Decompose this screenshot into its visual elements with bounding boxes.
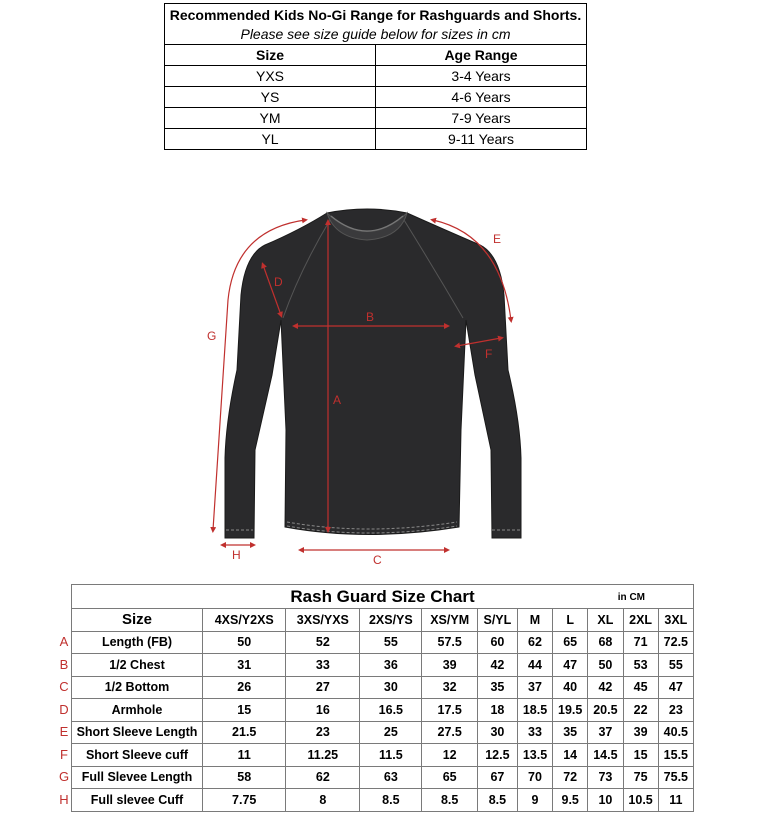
- chart-value-cell: 63: [360, 766, 422, 789]
- chart-value-cell: 25: [360, 721, 422, 744]
- chart-value-cell: 9: [517, 789, 552, 812]
- chart-value-cell: 40: [553, 676, 588, 699]
- chart-value-cell: 75.5: [658, 766, 693, 789]
- chart-title: Rash Guard Size Chart: [290, 586, 475, 606]
- chart-value-cell: 44: [517, 654, 552, 677]
- chart-value-cell: 55: [360, 631, 422, 654]
- chart-row: [72, 631, 694, 654]
- chart-value-cell: 62: [286, 766, 360, 789]
- chart-value-cell: 39: [422, 654, 477, 677]
- chart-value-cell: 23: [286, 721, 360, 744]
- chart-header-row: [72, 609, 694, 632]
- chart-row: [72, 744, 694, 767]
- kids-table-row: [165, 108, 587, 129]
- kids-table-title-cell: [165, 4, 587, 45]
- chart-row: [72, 699, 694, 722]
- chart-value-cell: 57.5: [422, 631, 477, 654]
- chart-value-cell: 31: [203, 654, 286, 677]
- chart-row: [72, 789, 694, 812]
- chart-unit: in CM: [617, 592, 645, 603]
- chart-value-cell: 8.5: [360, 789, 422, 812]
- chart-value-cell: 18.5: [517, 699, 552, 722]
- kids-table-subtitle: Please see size guide below for sizes in cm: [240, 26, 511, 42]
- shirt-shape: [225, 209, 521, 538]
- row-letter: F: [60, 746, 68, 762]
- chart-value-cell: 11: [658, 789, 693, 812]
- chart-row: [72, 766, 694, 789]
- chart-value-cell: 45: [623, 676, 658, 699]
- chart-value-cell: 71: [623, 631, 658, 654]
- chart-value-cell: 11.25: [286, 744, 360, 767]
- chart-value-cell: 72: [553, 766, 588, 789]
- chart-value-cell: 42: [477, 654, 517, 677]
- kids-table-row: [165, 87, 587, 108]
- diagram-label-a: A: [333, 393, 342, 407]
- chart-row-label: 1/2 Bottom: [72, 676, 203, 699]
- chart-value-cell: 42: [588, 676, 623, 699]
- kids-table-row: [165, 66, 587, 87]
- chart-value-cell: 50: [203, 631, 286, 654]
- chart-row: [72, 654, 694, 677]
- chart-value-cell: 26: [203, 676, 286, 699]
- chart-value-cell: 37: [588, 721, 623, 744]
- chart-value-cell: 32: [422, 676, 477, 699]
- row-letter: B: [59, 656, 69, 672]
- chart-value-cell: 35: [553, 721, 588, 744]
- diagram-label-c: C: [373, 553, 382, 567]
- chart-value-cell: 35: [477, 676, 517, 699]
- kids-size-cell: YM: [165, 108, 376, 129]
- chart-value-cell: 14.5: [588, 744, 623, 767]
- chart-value-cell: 16.5: [360, 699, 422, 722]
- chart-value-cell: 75: [623, 766, 658, 789]
- kids-table-row: [165, 129, 587, 150]
- chart-value-cell: 15: [623, 744, 658, 767]
- row-letter: C: [59, 679, 69, 694]
- chart-value-cell: 11: [203, 744, 286, 767]
- chart-value-cell: 70: [517, 766, 552, 789]
- kids-table-header-size: Size: [165, 45, 376, 66]
- chart-title-cell: [72, 585, 694, 609]
- chart-value-cell: 10: [588, 789, 623, 812]
- chart-column-header: S/YL: [477, 609, 517, 632]
- chart-value-cell: 65: [422, 766, 477, 789]
- kids-age-cell: 4-6 Years: [376, 87, 587, 108]
- chart-value-cell: 14: [553, 744, 588, 767]
- chart-value-cell: 33: [286, 654, 360, 677]
- diagram-label-e: E: [493, 232, 502, 246]
- row-letter: E: [59, 724, 69, 739]
- chart-value-cell: 30: [477, 721, 517, 744]
- kids-size-cell: YL: [165, 129, 376, 150]
- chart-value-cell: 8.5: [422, 789, 477, 812]
- chart-value-cell: 17.5: [422, 699, 477, 722]
- chart-value-cell: 47: [658, 676, 693, 699]
- chart-value-cell: 67: [477, 766, 517, 789]
- chart-row-label: Length (FB): [72, 631, 203, 654]
- kids-size-cell: YS: [165, 87, 376, 108]
- kids-size-cell: YXS: [165, 66, 376, 87]
- chart-value-cell: 65: [553, 631, 588, 654]
- chart-value-cell: 20.5: [588, 699, 623, 722]
- chart-value-cell: 22: [623, 699, 658, 722]
- chart-value-cell: 15: [203, 699, 286, 722]
- chart-value-cell: 60: [477, 631, 517, 654]
- chart-value-cell: 68: [588, 631, 623, 654]
- chart-value-cell: 11.5: [360, 744, 422, 767]
- chart-row-label: Armhole: [72, 699, 203, 722]
- chart-value-cell: 53: [623, 654, 658, 677]
- chart-value-cell: 18: [477, 699, 517, 722]
- chart-column-header: XL: [588, 609, 623, 632]
- chart-value-cell: 21.5: [203, 721, 286, 744]
- row-letter-column: [57, 631, 71, 811]
- chart-column-header: 2XS/YS: [360, 609, 422, 632]
- kids-age-cell: 9-11 Years: [376, 129, 587, 150]
- row-letter: G: [58, 769, 70, 784]
- chart-value-cell: 12: [422, 744, 477, 767]
- diagram-label-f: F: [485, 347, 493, 361]
- chart-value-cell: 9.5: [553, 789, 588, 812]
- row-letter: D: [59, 701, 69, 717]
- chart-title-row: [72, 585, 694, 609]
- kids-age-cell: 7-9 Years: [376, 108, 587, 129]
- chart-row: [72, 721, 694, 744]
- diagram-label-b: B: [366, 310, 375, 324]
- chart-column-header: L: [553, 609, 588, 632]
- chart-column-header: 3XL: [658, 609, 693, 632]
- chart-value-cell: 58: [203, 766, 286, 789]
- chart-value-cell: 19.5: [553, 699, 588, 722]
- chart-value-cell: 12.5: [477, 744, 517, 767]
- chart-value-cell: 27.5: [422, 721, 477, 744]
- kids-range-table: [164, 3, 587, 150]
- chart-row-label: 1/2 Chest: [72, 654, 203, 677]
- rashguard-diagram: [195, 200, 540, 570]
- chart-value-cell: 50: [588, 654, 623, 677]
- chart-row-label: Short Sleeve cuff: [72, 744, 203, 767]
- kids-age-cell: 3-4 Years: [376, 66, 587, 87]
- rash-guard-size-chart: [71, 584, 694, 812]
- chart-column-header: M: [517, 609, 552, 632]
- chart-column-header: 3XS/YXS: [286, 609, 360, 632]
- chart-value-cell: 73: [588, 766, 623, 789]
- chart-value-cell: 8.5: [477, 789, 517, 812]
- chart-value-cell: 33: [517, 721, 552, 744]
- diagram-label-d: D: [274, 275, 283, 289]
- chart-value-cell: 40.5: [658, 721, 693, 744]
- diagram-label-g: G: [207, 329, 217, 343]
- chart-value-cell: 23: [658, 699, 693, 722]
- chart-size-header: Size: [72, 609, 203, 632]
- chart-value-cell: 37: [517, 676, 552, 699]
- chart-value-cell: 72.5: [658, 631, 693, 654]
- chart-column-header: 4XS/Y2XS: [203, 609, 286, 632]
- chart-row-label: Short Sleeve Length: [72, 721, 203, 744]
- chart-value-cell: 27: [286, 676, 360, 699]
- chart-value-cell: 55: [658, 654, 693, 677]
- chart-column-header: 2XL: [623, 609, 658, 632]
- chart-column-header: XS/YM: [422, 609, 477, 632]
- diagram-label-h: H: [232, 548, 241, 562]
- chart-value-cell: 10.5: [623, 789, 658, 812]
- chart-value-cell: 16: [286, 699, 360, 722]
- row-letter: H: [59, 791, 69, 807]
- row-letter: A: [59, 634, 69, 649]
- chart-row: [72, 676, 694, 699]
- chart-value-cell: 15.5: [658, 744, 693, 767]
- chart-row-label: Full slevee Cuff: [72, 789, 203, 812]
- chart-value-cell: 8: [286, 789, 360, 812]
- chart-value-cell: 47: [553, 654, 588, 677]
- chart-value-cell: 52: [286, 631, 360, 654]
- chart-value-cell: 13.5: [517, 744, 552, 767]
- kids-table-title: Recommended Kids No-Gi Range for Rashguards and Shorts.: [169, 7, 582, 23]
- chart-value-cell: 36: [360, 654, 422, 677]
- chart-value-cell: 30: [360, 676, 422, 699]
- kids-table-header-age: Age Range: [376, 45, 587, 66]
- chart-value-cell: 7.75: [203, 789, 286, 812]
- chart-value-cell: 39: [623, 721, 658, 744]
- chart-row-label: Full Slevee Length: [72, 766, 203, 789]
- chart-value-cell: 62: [517, 631, 552, 654]
